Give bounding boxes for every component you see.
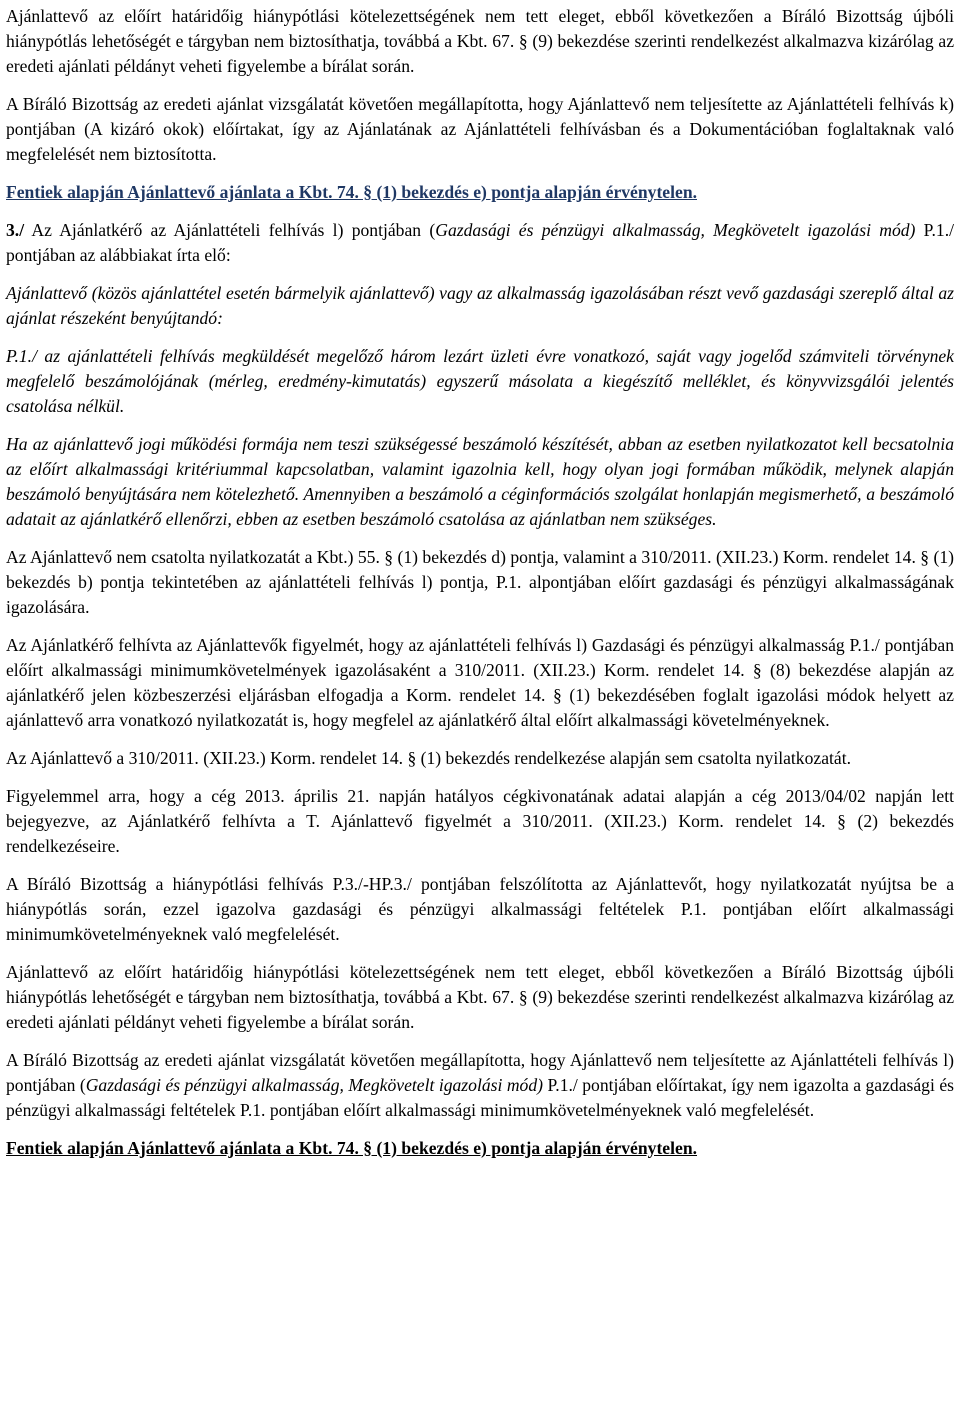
suitability-finding-text-a: A Bíráló Bizottság az eredeti ajánlat vizsgálatát követően megállapította, hogy Ajánlattevő nem teljesítette az Ajánlattételi felhívás l) pontjában ( [6, 1050, 954, 1095]
paragraph-no-declaration: Az Ajánlattevő a 310/2011. (XII.23.) Korm. rendelet 14. § (1) bekezdés rendelkezése alapján sem csatolta nyilatkozatát. [6, 748, 851, 768]
paragraph-missing-declaration: Az Ajánlattevő nem csatolta nyilatkozatát a Kbt.) 55. § (1) bekezdés d) pontja, valamint a 310/2011. (XII.23.) Korm. rendelet 14. § (1) bekezdés b) pontja tekintetében az ajánlattételi felhívás l) pontja, P.1. alpontjában előírt gazdasági és pénzügyi alkalmasságának igazolására. [6, 547, 954, 617]
conclusion-invalid-bid: Fentiek alapján Ajánlattevő ajánlata a Kbt. 74. § (1) bekezdés e) pontja alapján érvénytelen. [6, 182, 698, 202]
paragraph-company-registration: Figyelemmel arra, hogy a cég 2013. április 21. napján hatályos cégkivonatának adatai alapján a cég 2013/04/02 napján lett bejegyezve, az Ajánlatkérő felhívta a T. Ajánlattevő figyelmét a 310/2011. (XII.23.) Korm. rendelet 14. § (2) bekezdés rendelkezéseire. [6, 786, 954, 856]
section-3-text-a: Az Ajánlatkérő az Ajánlattételi felhívás l) pontjában ( [24, 220, 436, 240]
suitability-finding-text-italic: Gazdasági és pénzügyi alkalmasság, Megkövetelt igazolási mód) [85, 1075, 543, 1095]
paragraph-deadline-notice-2: Ajánlattevő az előírt határidőig hiánypótlási kötelezettségének nem tett eleget, ebből következően a Bíráló Bizottság újbóli hiánypótlás lehetőségét e tárgyban nem biztosíthatja, továbbá a Kbt. 67. § (9) bekezdése szerinti rendelkezést alkalmazva kizárólag az eredeti ajánlati példányt veheti figyelembe a bírálat során. [6, 962, 954, 1032]
suitability-finding-text-c: P.1./ pontjában előírtakat, így nem igazolta a gazdasági és pénzügyi alkalmassági feltételek P.1. pontjában előírt alkalmassági minimumkövetelményeknek való megfelelését. [6, 1075, 954, 1120]
paragraph-section-3 [6, 218, 954, 268]
paragraph-contracting-authority-notice: Az Ajánlatkérő felhívta az Ajánlattevők figyelmét, hogy az ajánlattételi felhívás l) Gazdasági és pénzügyi alkalmasság P.1./ pontjában előírt alkalmassági minimumkövetelmények igazolásaként a 310/2011. (XII.23.) Korm. rendelet 14. § (8) bekezdése alapján az ajánlatkérő jelen közbeszerzési eljárásban elfogadja a Korm. rendelet 14. § (1) bekezdésében foglalt igazolási módok helyett az ajánlattevő arra vonatkozó nyilatkozatát is, hogy megfelel az ajánlatkérő által előírt alkalmassági követelményeknek. [6, 635, 954, 730]
paragraph-legal-form-exception: Ha az ajánlattevő jogi működési formája nem teszi szükségessé beszámoló készítését, abban az esetben nyilatkozatot kell becsatolnia az előírt alkalmassági kritériummal kapcsolatban, valamint igazolnia kell, hogy olyan jogi formában működik, melynek alapján beszámoló benyújtására nem kötelezhető. Amennyiben a beszámoló a céginformációs szolgálat honlapján megismerhető, a beszámoló adatait az ajánlatkérő ellenőrzi, ebben az esetben beszámoló csatolása az ajánlatban nem szükséges. [6, 434, 954, 529]
paragraph-deficiency-request: A Bíráló Bizottság a hiánypótlási felhívás P.3./-HP.3./ pontjában felszólította az Ajánlattevőt, hogy nyilatkozatát nyújtsa be a hiánypótlás során, ezzel igazolva gazdasági és pénzügyi alkalmassági feltételek P.1. pontjában előírt alkalmassági minimumkövetelményeknek való megfelelését. [6, 874, 954, 944]
conclusion-invalid-bid-2: Fentiek alapján Ajánlattevő ajánlata a Kbt. 74. § (1) bekezdés e) pontja alapján érvénytelen. [6, 1138, 698, 1158]
paragraph-p1-requirement: P.1./ az ajánlattételi felhívás megküldését megelőző három lezárt üzleti évre vonatkozó, saját vagy jogelőd számviteli törvénynek megfelelő beszámolójának (mérleg, eredmény-kimutatás) egyszerű másolata a kiegészítő melléklet, és könyvvizsgálói jelentés csatolása nélkül. [6, 346, 954, 416]
section-3-text-italic: Gazdasági és pénzügyi alkalmasság, Megkövetelt igazolási mód) [435, 220, 916, 240]
paragraph-submission-requirement: Ajánlattevő (közös ajánlattétel esetén bármelyik ajánlattevő) vagy az alkalmasság igazolásában részt vevő gazdasági szereplő által az ajánlat részeként benyújtandó: [6, 283, 954, 328]
section-3-text-c: P.1./ pontjában az alábbiakat írta elő: [6, 220, 955, 265]
paragraph-suitability-finding [6, 1048, 954, 1123]
section-number: 3./ [6, 220, 25, 240]
paragraph-exclusion-finding: A Bíráló Bizottság az eredeti ajánlat vizsgálatát követően megállapította, hogy Ajánlattevő nem teljesítette az Ajánlattételi felhívás k) pontjában (A kizáró okok) előírtakat, így az Ajánlatának az Ajánlattételi felhívásban és a Dokumentációban foglaltaknak való megfelelését nem biztosította. [6, 94, 954, 164]
paragraph-deadline-notice: Ajánlattevő az előírt határidőig hiánypótlási kötelezettségének nem tett eleget, ebből következően a Bíráló Bizottság újbóli hiánypótlás lehetőségét e tárgyban nem biztosíthatja, továbbá a Kbt. 67. § (9) bekezdése szerinti rendelkezést alkalmazva kizárólag az eredeti ajánlati példányt veheti figyelembe a bírálat során. [6, 6, 954, 76]
